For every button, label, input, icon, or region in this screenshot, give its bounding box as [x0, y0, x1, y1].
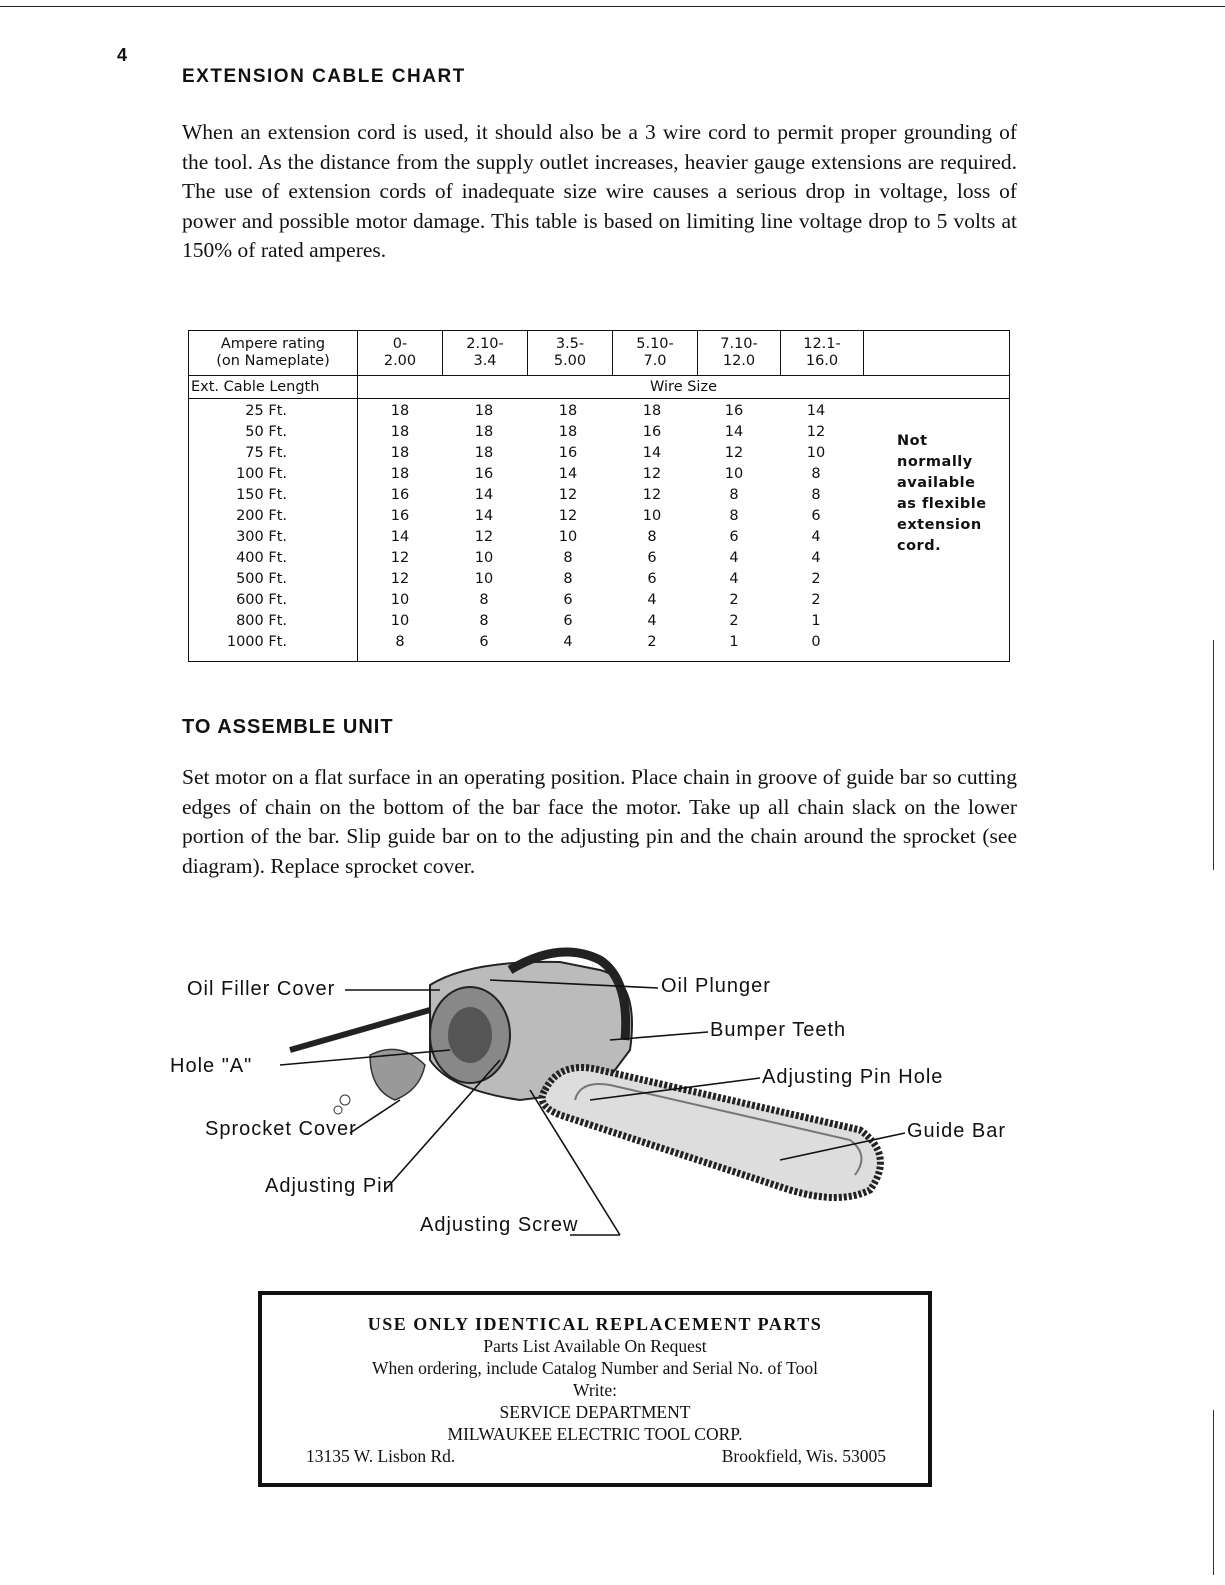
wire-size-value: 18 [390, 403, 410, 419]
wire-size-value: 12 [558, 508, 578, 524]
cable-length: 500 Ft. [236, 571, 287, 587]
wire-size-value: 2 [729, 613, 739, 629]
wire-size-value: 14 [558, 466, 578, 482]
wire-size-value: 16 [642, 424, 662, 440]
wire-size-value: 12 [390, 571, 410, 587]
wire-size-value: 2 [811, 571, 821, 587]
notice-line: Write: [573, 1380, 617, 1400]
wire-size-value: 2 [647, 634, 657, 650]
section-heading-extension: EXTENSION CABLE CHART [182, 66, 466, 87]
wire-size-value: 12 [642, 466, 662, 482]
wire-size-value: 10 [390, 613, 410, 629]
wire-size-value: 10 [724, 466, 744, 482]
wire-size-value: 14 [474, 508, 494, 524]
wire-size-value: 4 [811, 529, 821, 545]
wire-size-value: 18 [390, 424, 410, 440]
section-heading-assemble: TO ASSEMBLE UNIT [182, 716, 394, 738]
wire-size-value: 8 [563, 571, 573, 587]
wire-size-value: 8 [479, 592, 489, 608]
notice-line: When ordering, include Catalog Number and Serial No. of Tool [371, 1358, 819, 1378]
adjusting-pin-hole-label: Adjusting Pin Hole [762, 1066, 944, 1088]
ampere-range: 12.1- 16.0 [781, 331, 864, 376]
wire-size-value: 8 [729, 487, 739, 503]
top-rule [0, 6, 1225, 7]
cable-length: 800 Ft. [236, 613, 287, 629]
bumper-teeth-label: Bumper Teeth [710, 1019, 847, 1041]
cable-length: 150 Ft. [236, 487, 287, 503]
sprocket-cover-label: Sprocket Cover [205, 1118, 357, 1140]
notice-title: USE ONLY IDENTICAL REPLACEMENT PARTS [367, 1314, 823, 1334]
ampere-range: 2.10- 3.4 [443, 331, 528, 376]
notice-address [262, 1445, 928, 1467]
wire-size-value: 4 [729, 550, 739, 566]
wire-size-value: 6 [563, 613, 573, 629]
wire-size-value: 18 [558, 424, 578, 440]
wire-size-value: 14 [390, 529, 410, 545]
oil-plunger-label: Oil Plunger [661, 975, 771, 997]
wire-size-value: 12 [806, 424, 826, 440]
cable-length: 50 Ft. [245, 424, 287, 440]
cable-length: 100 Ft. [236, 466, 287, 482]
wire-size-value: 8 [811, 487, 821, 503]
address-city: Brookfield, Wis. 53005 [721, 1446, 886, 1466]
wire-size-value: 0 [811, 634, 821, 650]
lengths-column [189, 399, 358, 662]
cable-length: 1000 Ft. [226, 634, 287, 650]
notice-line: Parts List Available On Request [483, 1336, 707, 1356]
wire-size-value: 14 [642, 445, 662, 461]
wire-size-value: 16 [390, 487, 410, 503]
wire-size-value: 14 [806, 403, 826, 419]
wire-size-value: 6 [479, 634, 489, 650]
wire-size-value: 18 [642, 403, 662, 419]
wire-size-value: 10 [558, 529, 578, 545]
wire-size-value: 4 [811, 550, 821, 566]
wire-size-value: 4 [563, 634, 573, 650]
wire-size-value: 18 [474, 424, 494, 440]
wire-size-value: 1 [729, 634, 739, 650]
wire-size-value: 8 [647, 529, 657, 545]
empty-header-cell [864, 331, 1010, 376]
guide-bar-label: Guide Bar [907, 1120, 1007, 1142]
wire-size-value: 16 [558, 445, 578, 461]
wire-size-value: 4 [647, 613, 657, 629]
cable-length-header: Ext. Cable Length [189, 376, 358, 399]
page-number: 4 [117, 45, 128, 65]
wire-size-value: 2 [729, 592, 739, 608]
ampere-range: 7.10- 12.0 [698, 331, 781, 376]
cable-length: 300 Ft. [236, 529, 287, 545]
wire-size-value: 6 [647, 550, 657, 566]
cable-length: 75 Ft. [245, 445, 287, 461]
wire-size-value: 2 [811, 592, 821, 608]
adjusting-pin-label: Adjusting Pin [265, 1175, 395, 1197]
wire-size-value: 14 [474, 487, 494, 503]
ampere-range: 0- 2.00 [358, 331, 443, 376]
wire-size-value: 10 [474, 571, 494, 587]
wire-size-value: 1 [811, 613, 821, 629]
scan-edge-line [1213, 1410, 1214, 1575]
wire-size-value: 16 [390, 508, 410, 524]
chainsaw-diagram [0, 940, 1225, 1240]
ampere-rating-label: Ampere rating [220, 336, 326, 352]
wire-size-value: 18 [474, 445, 494, 461]
ampere-rating-header [189, 331, 358, 376]
hole-a-label: Hole "A" [170, 1055, 253, 1077]
wire-size-value: 18 [390, 466, 410, 482]
cable-length: 400 Ft. [236, 550, 287, 566]
wire-size-header: Wire Size [358, 376, 1010, 399]
wire-size-value: 16 [474, 466, 494, 482]
wire-size-value: 18 [474, 403, 494, 419]
replacement-parts-notice [258, 1291, 932, 1487]
wire-size-value: 6 [729, 529, 739, 545]
wire-size-value: 6 [563, 592, 573, 608]
wire-size-value: 16 [724, 403, 744, 419]
wire-size-value: 12 [558, 487, 578, 503]
not-available-note: Not normally available as flexible extension cord. [897, 433, 987, 554]
wire-size-value: 6 [647, 571, 657, 587]
wire-size-value: 18 [558, 403, 578, 419]
extension-paragraph: When an extension cord is used, it should also be a 3 wire cord to permit proper grounding of the tool. As the distance from the supply outlet increases, heavier gauge extensions are required. The use of extension cords of inadequate size wire causes a serious drop in voltage, loss of power and possible motor damage. This table is based on limiting line voltage drop to 5 volts at 150% of rated amperes. [182, 120, 1017, 263]
wire-size-value: 10 [806, 445, 826, 461]
extension-cable-table [188, 330, 1010, 662]
cable-length: 200 Ft. [236, 508, 287, 524]
cable-length: 25 Ft. [245, 403, 287, 419]
wire-size-value: 8 [395, 634, 405, 650]
notice-line: MILWAUKEE ELECTRIC TOOL CORP. [447, 1424, 743, 1444]
wire-size-value: 12 [390, 550, 410, 566]
cable-length: 600 Ft. [236, 592, 287, 608]
wire-size-value: 12 [474, 529, 494, 545]
notice-line: SERVICE DEPARTMENT [499, 1402, 691, 1422]
wire-size-value: 8 [563, 550, 573, 566]
wire-size-value: 8 [811, 466, 821, 482]
wire-size-value: 4 [729, 571, 739, 587]
assemble-paragraph: Set motor on a flat surface in an operating position. Place chain in groove of guide bar so cutting edges of chain on the bottom of the bar face the motor. Take up all chain slack on the lower portion of the bar. Slip guide bar on to the adjusting pin and the chain around the sprocket (see diagram). Replace sprocket cover. [182, 765, 1017, 878]
wire-size-value: 8 [479, 613, 489, 629]
address-street: 13135 W. Lisbon Rd. [306, 1446, 456, 1466]
scan-edge-line [1213, 640, 1214, 870]
wire-size-value: 6 [811, 508, 821, 524]
wire-size-value: 4 [647, 592, 657, 608]
wire-size-value: 12 [724, 445, 744, 461]
ampere-range: 3.5- 5.00 [528, 331, 613, 376]
wire-size-value: 10 [642, 508, 662, 524]
adjusting-screw-label: Adjusting Screw [420, 1214, 579, 1236]
wire-size-value: 8 [729, 508, 739, 524]
wire-size-value: 12 [642, 487, 662, 503]
nameplate-label: (on Nameplate) [216, 353, 330, 369]
wire-size-value: 18 [390, 445, 410, 461]
oil-filler-cover-label: Oil Filler Cover [187, 978, 336, 1000]
wire-size-value: 10 [474, 550, 494, 566]
ampere-range: 5.10- 7.0 [613, 331, 698, 376]
wire-size-value: 10 [390, 592, 410, 608]
wire-size-value: 14 [724, 424, 744, 440]
